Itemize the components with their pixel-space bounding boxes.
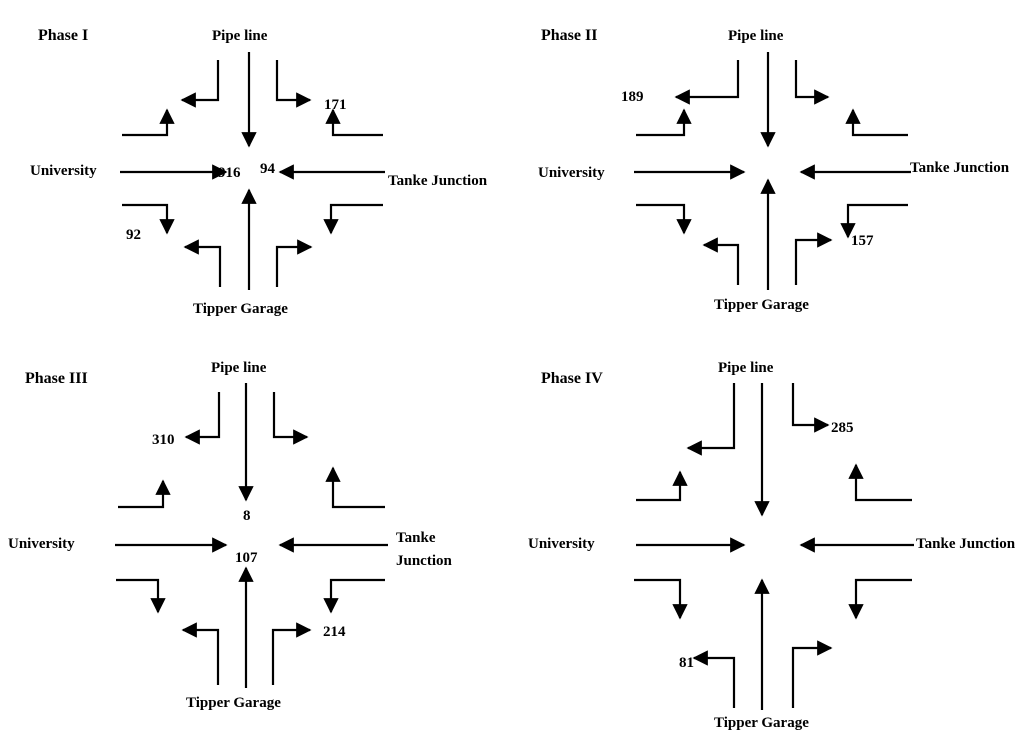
phase-2-value-157: 157 [851,233,874,249]
phase-2-value-189: 189 [621,89,644,105]
phase-1-panel [0,0,516,340]
phase-3-panel [0,340,516,743]
phase-3-arrows [0,340,516,743]
phase-3-label-east-line2: Junction [396,553,452,569]
phase-2-title: Phase II [541,27,598,44]
phase-1-value-171: 171 [324,97,347,113]
phase-1-arrows [0,0,516,340]
phase-1-title: Phase I [38,27,89,44]
phase-3-label-east-line1: Tanke [396,530,436,546]
phase-1-label-east: Tanke Junction [388,173,488,189]
phase-4-arrows [516,340,1033,743]
phase-4-label-south: Tipper Garage [714,715,809,731]
phase-4-label-east: Tanke Junction [916,536,1016,552]
phase-1-label-south: Tipper Garage [193,301,288,317]
phase-3-title: Phase III [25,370,88,387]
phase-4-value-285: 285 [831,420,854,436]
phase-4-panel [516,340,1033,743]
phase-2-label-east: Tanke Junction [910,160,1010,176]
phase-3-label-north: Pipe line [211,360,267,376]
phase-1-label-north: Pipe line [212,28,268,44]
phase-3-value-107: 107 [235,550,258,566]
phase-1-label-west: University [30,163,97,179]
phase-4-value-81: 81 [679,655,694,671]
phase-4-label-west: University [528,536,595,552]
phase-2-arrows [516,0,1033,340]
phase-3-label-south: Tipper Garage [186,695,281,711]
phase-4-label-north: Pipe line [718,360,774,376]
phase-1-value-94: 94 [260,161,275,177]
phase-2-label-west: University [538,165,605,181]
phase-3-label-west: University [8,536,75,552]
phase-2-label-north: Pipe line [728,28,784,44]
phase-4-title: Phase IV [541,370,603,387]
phase-3-value-214: 214 [323,624,346,640]
phase-1-value-92: 92 [126,227,141,243]
phase-2-panel [516,0,1033,340]
phase-1-value-916: 916 [218,165,241,181]
phase-3-value-8: 8 [243,508,251,524]
phase-3-value-310: 310 [152,432,175,448]
phase-2-label-south: Tipper Garage [714,297,809,313]
